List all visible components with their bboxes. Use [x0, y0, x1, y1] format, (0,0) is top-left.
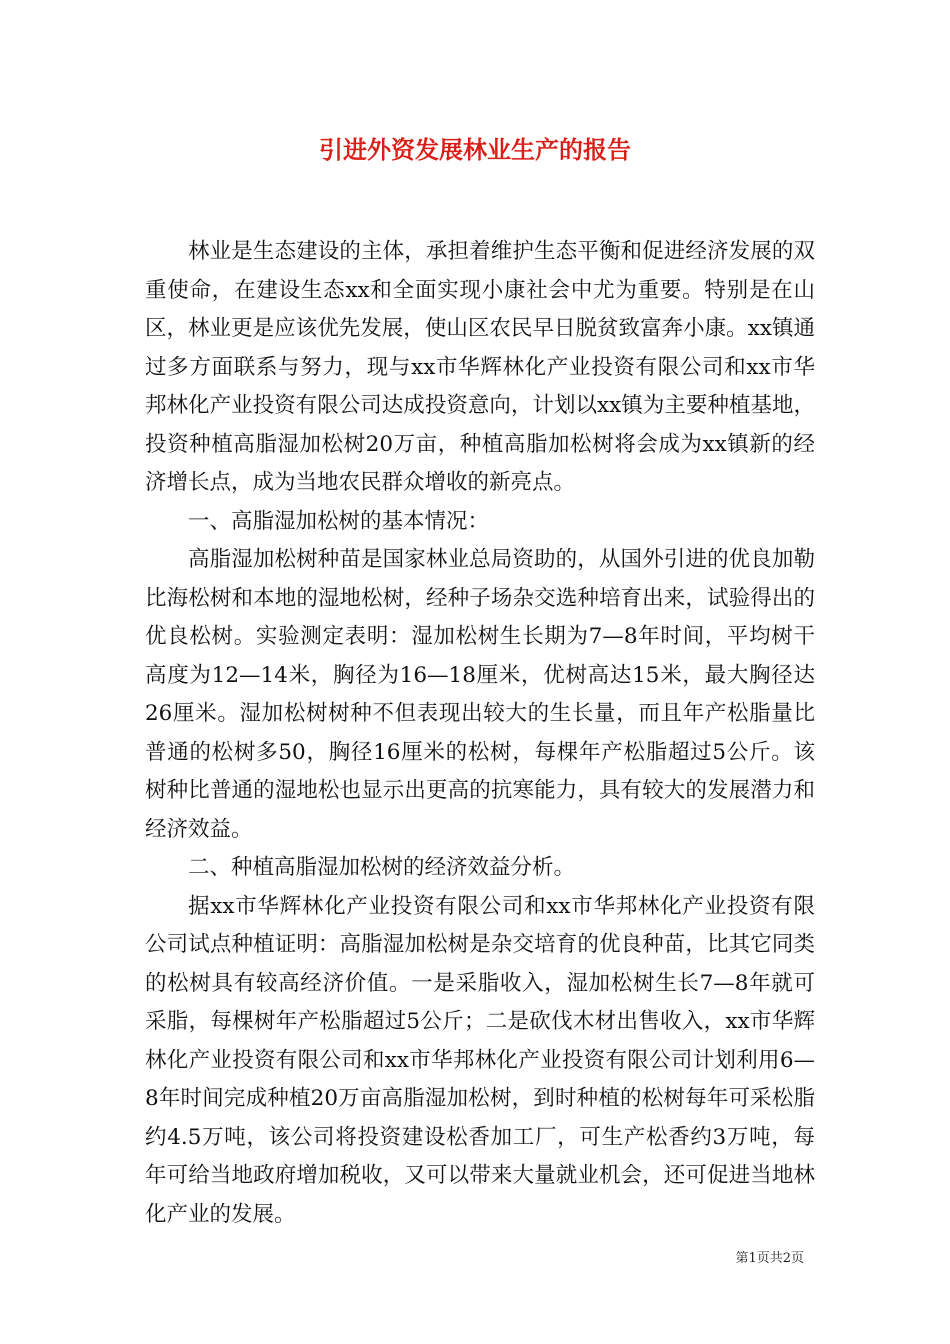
paragraph-economic-analysis: 据xx市华辉林化产业投资有限公司和xx市华邦林化产业投资有限公司试点种植证明：高脂湿加松树是杂交培育的优良种苗，比其它同类的松树具有较高经济价值。一是采脂收入，湿加松树生长7—8年就可采脂，每棵树年产松脂超过5公斤；二是砍伐木材出售收入，xx市华辉林化产业投资有限公司和xx市华邦林化产业投资有限公司计划利用6—8年时间完成种植20万亩高脂湿加松树，到时种植的松树每年可采松脂约4.5万吨，该公司将投资建设松香加工厂，可生产松香约3万吨，每年可给当地政府增加税收，又可以带来大量就业机会，还可促进当地林化产业的发展。 [145, 893, 815, 1227]
document-body [145, 233, 815, 1234]
section-heading-1: 一、高脂湿加松树的基本情况： [188, 508, 490, 534]
paragraph-basic-info: 高脂湿加松树种苗是国家林业总局资助的，从国外引进的优良加勒比海松树和本地的湿地松树，经种子场杂交选种培育出来，试验得出的优良松树。实验测定表明：湿加松树生长期为7—8年时间，平均树干高度为12—14米，胸径为16—18厘米，优树高达15米，最大胸径达26厘米。湿加松树树种不但表现出较大的生长量，而且年产松脂量比普通的松树多50，胸径16厘米的松树，每棵年产松脂超过5公斤。该树种比普通的湿地松也显示出更高的抗寒能力，具有较大的发展潜力和经济效益。 [145, 547, 815, 842]
section-heading-2: 二、种植高脂湿加松树的经济效益分析。 [188, 855, 576, 880]
page-number-footer: 第1页共2页 [735, 1251, 804, 1266]
paragraph-intro: 林业是生态建设的主体，承担着维护生态平衡和促进经济发展的双重使命，在建设生态xx和全面实现小康社会中尤为重要。特别是在山区，林业更是应该优先发展，使山区农民早日脱贫致富奔小康。xx镇通过多方面联系与努力，现与xx市华辉林化产业投资有限公司和xx市华邦林化产业投资有限公司达成投资意向，计划以xx镇为主要种植基地，投资种植高脂湿加松树20万亩，种植高脂加松树将会成为xx镇新的经济增长点，成为当地农民群众增收的新亮点。 [145, 239, 815, 495]
document-title: 引进外资发展林业生产的报告 [319, 136, 631, 164]
